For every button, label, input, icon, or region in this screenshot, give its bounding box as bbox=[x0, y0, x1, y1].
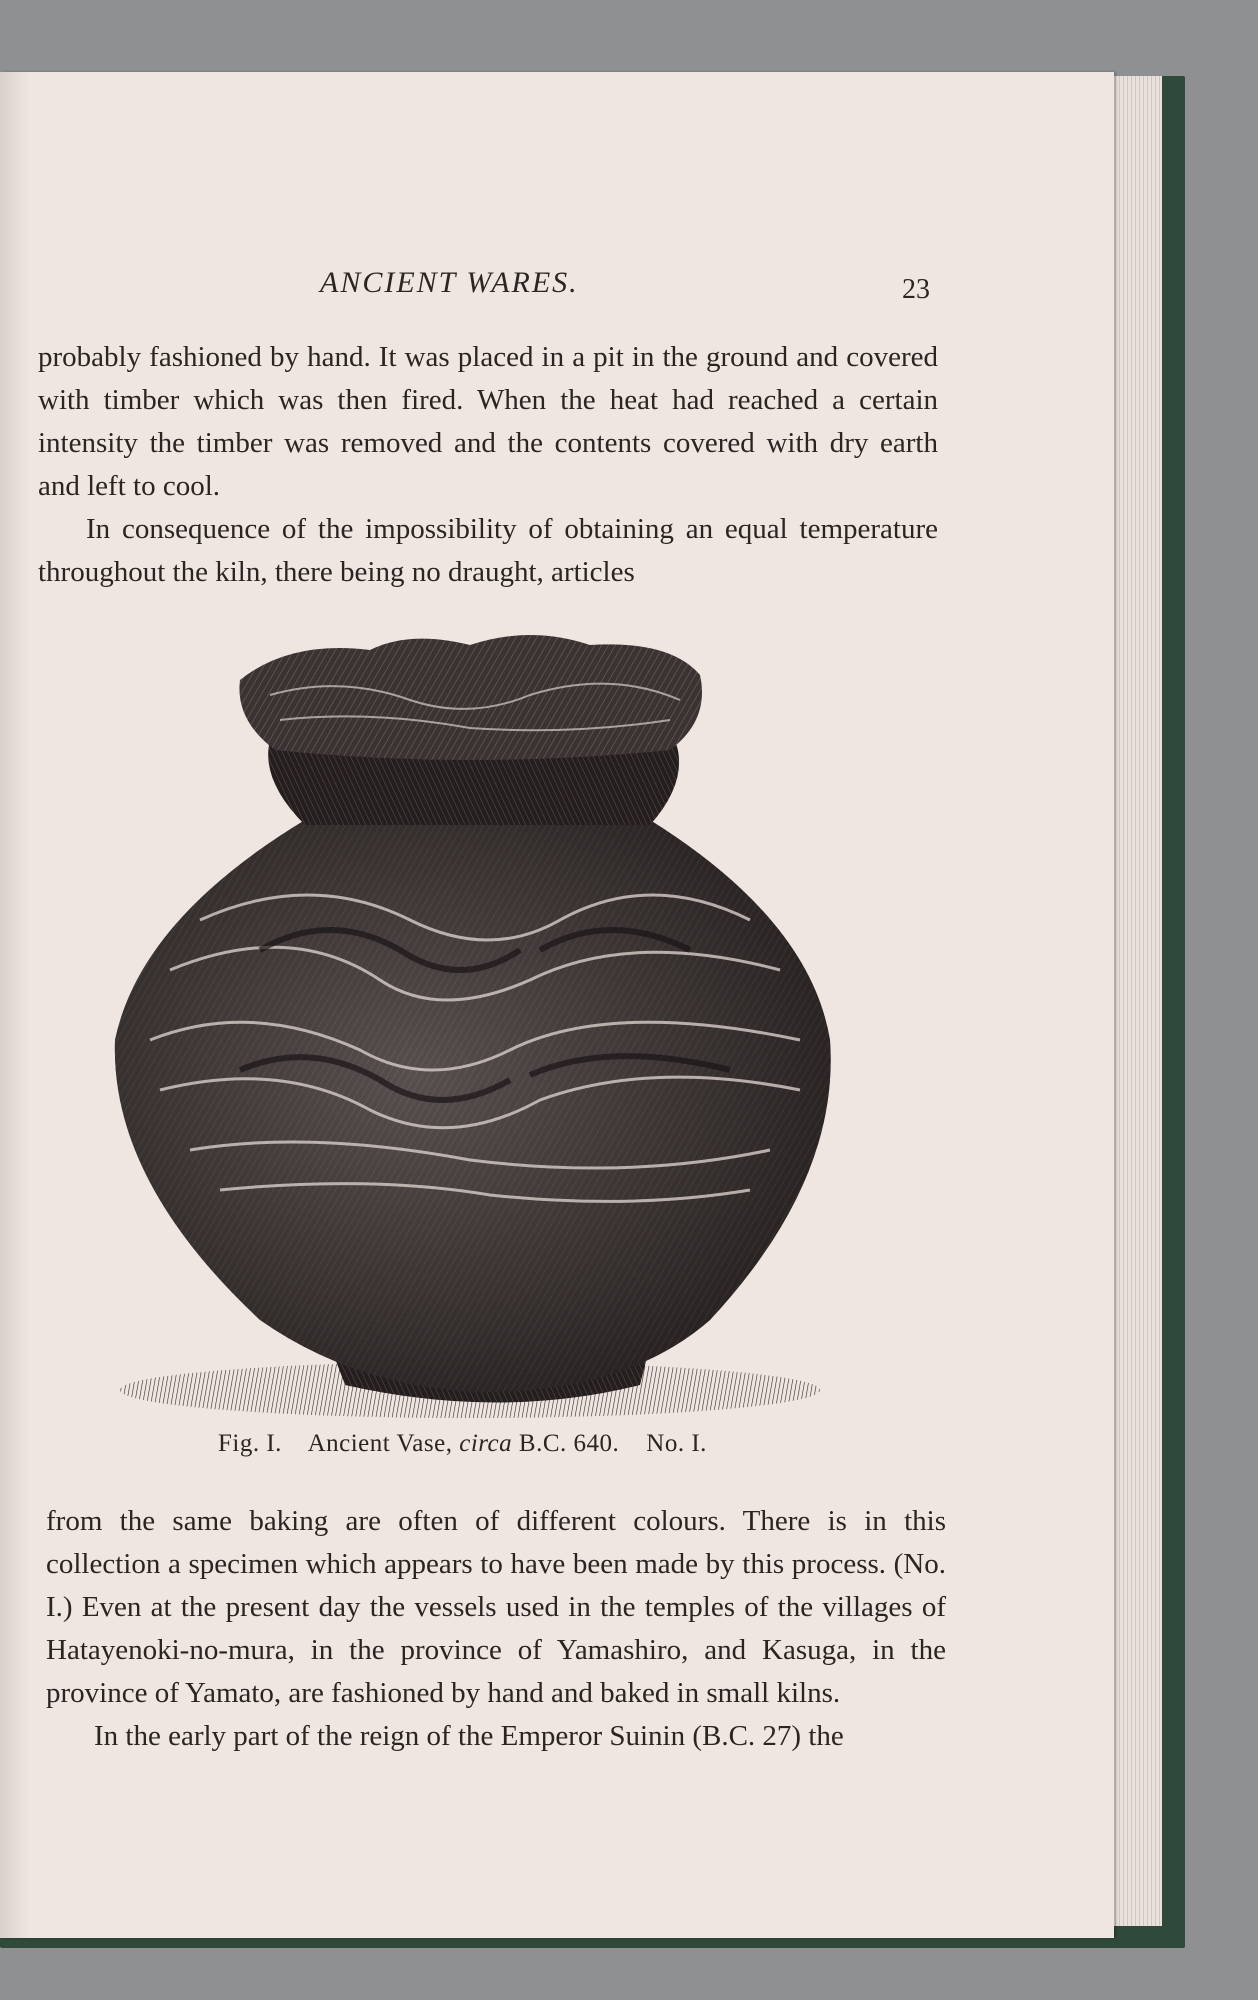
ancient-vase-engraving-icon bbox=[110, 620, 890, 1420]
body-text-top bbox=[38, 336, 938, 594]
running-head-title: ANCIENT WARES. bbox=[320, 266, 579, 299]
caption-prefix: Fig. I. bbox=[218, 1430, 282, 1457]
figure-caption bbox=[218, 1430, 838, 1458]
caption-date: B.C. 640. bbox=[518, 1430, 620, 1457]
caption-circa: circa bbox=[459, 1430, 513, 1457]
caption-title: Ancient Vase, bbox=[307, 1430, 453, 1457]
page-number: 23 bbox=[902, 274, 930, 305]
gutter-shadow bbox=[0, 72, 30, 1938]
paragraph: from the same baking are often of different colours. There is in this collection a specimen which appears to have been made by this process. (No. I.) Even at the present day the vessels used in the temples of the villages of Hatayenoki-no-mura, in the province of Yamashiro, and Kasuga, in the province of Yamato, are fashioned by hand and baked in small kilns. bbox=[46, 1505, 946, 1709]
paragraph: In the early part of the reign of the Emperor Suinin (B.C. 27) the bbox=[94, 1720, 844, 1752]
paragraph: probably fashioned by hand. It was placed in a pit in the ground and covered with timber which was then fired. When the heat had reached a certain intensity the timber was removed and the contents covered with dry earth and left to cool. bbox=[38, 341, 938, 502]
body-text-bottom bbox=[46, 1500, 946, 1758]
paragraph: In consequence of the impossibility of obtaining an equal temperature throughout the kiln, there being no draught, articles bbox=[38, 513, 938, 588]
caption-number: No. I. bbox=[646, 1430, 707, 1457]
